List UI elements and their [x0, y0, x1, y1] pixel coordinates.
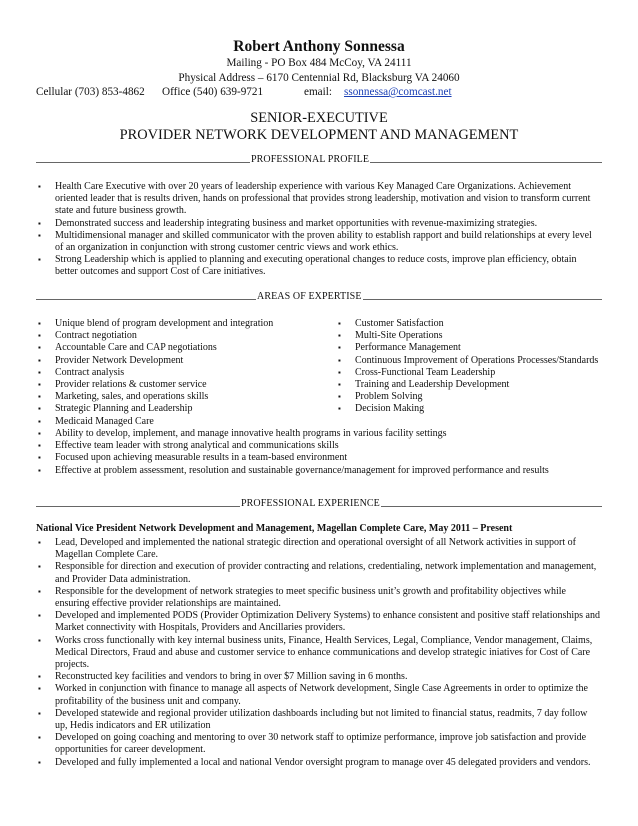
- physical-address: Physical Address – 6170 Centennial Rd, Blacksburg VA 24060: [178, 72, 460, 84]
- list-item: ▪ Health Care Executive with over 20 years of leadership experience with various Key Managed Care Organizations. Achievement oriented leader that is results driven, hands on professional that provides strong leadership, motivation and vision to transform current state and future business growth.: [38, 181, 591, 217]
- email-link[interactable]: ssonnessa@comcast.net: [344, 86, 452, 98]
- section-title: PROFESSIONAL PROFILE: [251, 154, 370, 165]
- bullet-icon: ▪: [38, 218, 41, 228]
- list-item: ▪ Effective at problem assessment, resolution and sustainable governance/management for improved performance and results: [38, 464, 549, 476]
- bullet-icon: ▪: [38, 230, 41, 240]
- section-header-profile: [36, 154, 602, 165]
- email-label: email:: [304, 86, 332, 98]
- bullet-icon: ▪: [38, 538, 41, 547]
- bullet-icon: ▪: [38, 416, 41, 426]
- bullet-icon: ▪: [38, 319, 41, 328]
- section-header-expertise: [36, 291, 602, 302]
- list-item: ▪ Works cross functionally with key internal business units, Finance, Health Services, Legal, Compliance, Vendor management, Claims, Medical Directors, Fraud and abuse and customer service to enhance communications and develop strategic iniatives for Cost of Care projects.: [38, 634, 593, 671]
- bullet-icon: ▪: [38, 404, 41, 414]
- bullet-icon: ▪: [38, 708, 41, 718]
- profile-list: [38, 181, 600, 279]
- bullet-icon: ▪: [338, 331, 341, 341]
- mailing-address: Mailing - PO Box 484 McCoy, VA 24111: [226, 57, 412, 69]
- bullet-icon: ▪: [38, 255, 41, 265]
- bullet-icon: ▪: [38, 757, 41, 767]
- list-item: ▪ Continuous Improvement of Operations Processes/Standards: [338, 354, 599, 366]
- bullet-icon: ▪: [38, 611, 41, 621]
- list-item: ▪ Focused upon achieving measurable results in a team-based environment: [38, 452, 348, 464]
- bullet-icon: ▪: [38, 586, 41, 596]
- list-item: ▪ Developed on going coaching and mentoring to over 30 network staff to optimize performance, improve job satisfaction and provide opportunities for career development.: [38, 732, 587, 756]
- list-item: ▪ Problem Solving: [338, 391, 423, 403]
- bullet-icon: ▪: [38, 441, 41, 451]
- list-item: ▪ Decision Making: [338, 403, 425, 415]
- bullet-icon: ▪: [38, 355, 41, 365]
- section-title: PROFESSIONAL EXPERIENCE: [241, 498, 380, 509]
- bullet-icon: ▪: [38, 331, 41, 341]
- contact-line: [36, 86, 452, 98]
- bullet-icon: ▪: [38, 684, 41, 694]
- list-item: ▪ Contract analysis: [38, 366, 125, 378]
- bullet-icon: ▪: [38, 392, 41, 402]
- list-item: ▪ Provider relations & customer service: [38, 379, 207, 391]
- divider-line: [36, 506, 240, 507]
- bullet-icon: ▪: [38, 453, 41, 463]
- list-item: ▪ Developed statewide and regional provider utilization dashboards including but not limited to financial status, readmits, 7 day follow up, Hedis indicators and ER utilization: [38, 707, 588, 732]
- job-title: National Vice President Network Development and Management, Magellan Complete Care, May 2011 – Present: [36, 523, 513, 534]
- bullet-icon: ▪: [338, 367, 341, 377]
- list-item: ▪ Effective team leader with strong analytical and communications skills: [38, 440, 339, 452]
- cellular-phone: Cellular (703) 853-4862: [36, 86, 145, 98]
- list-item: ▪ Medicaid Managed Care: [38, 415, 154, 427]
- divider-line: [36, 299, 256, 300]
- list-item: ▪ Demonstrated success and leadership integrating business and market opportunities with revenue-maximizing strategies.: [38, 217, 538, 229]
- expertise-full-list: [38, 428, 600, 477]
- divider-line: [36, 162, 250, 163]
- list-item: ▪ Strong Leadership which is applied to planning and executing operational changes to reduce costs, improve plan efficiency, obtain better outcomes and support Cost of Care initiatives.: [38, 254, 577, 278]
- list-item: ▪ Responsible for direction and execution of provider contracting and relations, credentialing, network implementation and management, and Provider Data administration.: [38, 561, 597, 585]
- job-duties-list: [38, 537, 600, 769]
- divider-line: [363, 299, 602, 300]
- bullet-icon: ▪: [38, 429, 41, 438]
- list-item: ▪ Lead, Developed and implemented the national strategic direction and operational oversight of all Network activities in support of Magellan Complete Care.: [38, 537, 576, 561]
- bullet-icon: ▪: [38, 465, 41, 475]
- expertise-left-list: [38, 318, 338, 428]
- list-item: ▪ Worked in conjunction with finance to manage all aspects of Network development, Single Case Agreements in order to optimize the profitability of the business unit and company.: [38, 683, 588, 707]
- list-item: ▪ Responsible for the development of network strategies to meet specific business unit’s growth and profitability objectives while ensuring effective provider relationships are maintained.: [38, 585, 566, 610]
- bullet-icon: ▪: [38, 182, 41, 191]
- list-item: ▪ Unique blend of program development and integration: [38, 318, 274, 329]
- candidate-name: Robert Anthony Sonnessa: [233, 38, 405, 55]
- list-item: ▪ Multidimensional manager and skilled communicator with the proven ability to establish rapport and build relationships at every level of an organization in conjunction with strong customer centric views and work ethics.: [38, 229, 592, 254]
- list-item: ▪ Marketing, sales, and operations skills: [38, 391, 209, 403]
- list-item: ▪ Performance Management: [338, 342, 461, 354]
- list-item: ▪ Reconstructed key facilities and vendors to bring in over $7 Million saving in 6 months.: [38, 671, 408, 683]
- list-item: ▪ Developed and fully implemented a local and national Vendor oversight program to manage over 45 delegated providers and vendors.: [38, 756, 591, 768]
- divider-line: [370, 162, 602, 163]
- bullet-icon: ▪: [38, 672, 41, 682]
- office-phone: Office (540) 639-9721: [162, 86, 264, 98]
- bullet-icon: ▪: [38, 367, 41, 377]
- bullet-icon: ▪: [338, 319, 341, 328]
- bullet-icon: ▪: [38, 343, 41, 353]
- bullet-icon: ▪: [338, 404, 341, 414]
- bullet-icon: ▪: [338, 355, 341, 365]
- bullet-icon: ▪: [38, 562, 41, 572]
- list-item: ▪ Accountable Care and CAP negotiations: [38, 342, 217, 354]
- list-item: ▪ Strategic Planning and Leadership: [38, 403, 193, 415]
- bullet-icon: ▪: [38, 635, 41, 645]
- headline-line-1: SENIOR-EXECUTIVE: [250, 110, 388, 126]
- list-item: ▪ Multi-Site Operations: [338, 330, 443, 342]
- list-item: ▪ Developed and implemented PODS (Provider Optimization Delivery Systems) to enhance consistent and positive staff relationships and Market connectivity with Hospitals, Providers and Ancillaries providers.: [38, 610, 600, 634]
- headline-line-2: PROVIDER NETWORK DEVELOPMENT AND MANAGEMENT: [119, 127, 519, 143]
- list-item: ▪ Ability to develop, implement, and manage innovative health programs in various facility settings: [38, 428, 447, 439]
- section-header-experience: [36, 498, 602, 509]
- list-item: ▪ Customer Satisfaction: [338, 318, 444, 329]
- bullet-icon: ▪: [338, 380, 341, 390]
- list-item: ▪ Provider Network Development: [38, 354, 184, 366]
- list-item: ▪ Contract negotiation: [38, 330, 137, 342]
- divider-line: [381, 506, 602, 507]
- bullet-icon: ▪: [338, 343, 341, 353]
- list-item: ▪ Training and Leadership Development: [338, 379, 510, 391]
- bullet-icon: ▪: [38, 380, 41, 390]
- expertise-columns: [38, 318, 600, 428]
- bullet-icon: ▪: [338, 392, 341, 402]
- section-title: AREAS OF EXPERTISE: [257, 291, 362, 302]
- bullet-icon: ▪: [38, 733, 41, 743]
- expertise-right-list: [338, 318, 600, 428]
- list-item: ▪ Cross-Functional Team Leadership: [338, 366, 496, 378]
